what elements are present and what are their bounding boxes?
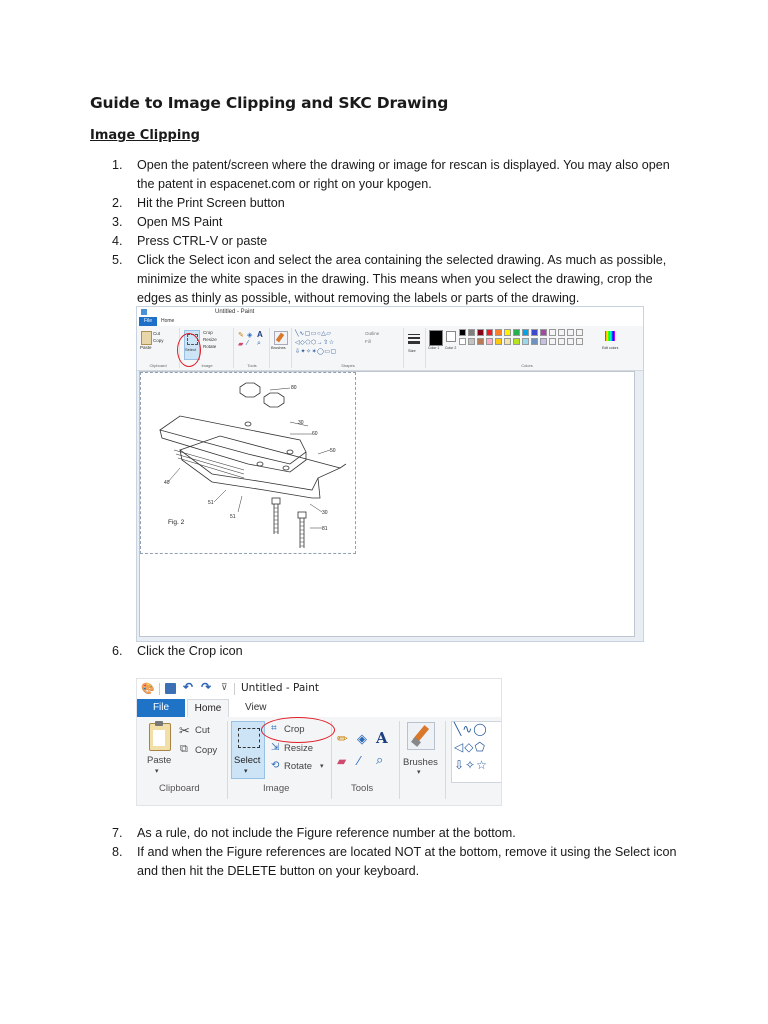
resize-button[interactable]: Resize bbox=[284, 743, 314, 754]
clip-icon bbox=[155, 721, 163, 726]
ref-number: 80 bbox=[291, 385, 297, 391]
step-text: As a rule, do not include the Figure reference number at the bottom. bbox=[137, 826, 516, 840]
paint-tab-bar bbox=[137, 317, 643, 326]
paint-app-icon: 🎨 bbox=[141, 683, 155, 695]
redo-icon[interactable]: ↷ bbox=[201, 680, 212, 694]
group-separator bbox=[399, 721, 400, 799]
chevron-down-icon[interactable]: ▾ bbox=[320, 763, 324, 770]
paint-ribbon bbox=[137, 326, 643, 371]
group-brushes bbox=[271, 328, 292, 368]
rotate-icon[interactable]: ⟲ bbox=[271, 760, 280, 771]
palette-swatch[interactable] bbox=[477, 329, 484, 336]
crop-button[interactable]: Crop bbox=[203, 330, 213, 335]
resize-icon[interactable]: ⇲ bbox=[271, 742, 280, 753]
palette-empty-slot[interactable] bbox=[567, 329, 574, 336]
tab-home[interactable]: Home bbox=[161, 318, 175, 324]
step-number: 1. bbox=[112, 158, 123, 172]
undo-icon[interactable]: ↶ bbox=[183, 680, 194, 694]
ref-number: 51 bbox=[230, 514, 236, 520]
text-tool-icon[interactable]: A bbox=[376, 729, 388, 747]
fill-button[interactable]: Fill bbox=[365, 339, 371, 344]
copy-button[interactable]: Copy bbox=[195, 745, 218, 756]
cut-button[interactable]: Cut bbox=[195, 725, 210, 736]
color-picker-icon[interactable]: ⁄ bbox=[247, 340, 249, 347]
paint-window-title: Untitled - Paint bbox=[215, 309, 255, 315]
color1-swatch[interactable] bbox=[429, 330, 443, 346]
paste-button[interactable]: Paste bbox=[140, 345, 152, 350]
step-number: 8. bbox=[112, 845, 123, 859]
paste-button[interactable]: Paste bbox=[147, 755, 172, 766]
color2-swatch[interactable] bbox=[446, 331, 456, 342]
group-label: Image bbox=[201, 363, 213, 368]
step-text: Click the Select icon and select the area containing the selected drawing. As much as possible, minimize the white spaces in the drawing. This means when you select the drawing, crop the edges as thinly as possible, without removing the labels or parts of the drawing. bbox=[137, 253, 667, 305]
brushes-button[interactable]: Brushes bbox=[403, 757, 438, 768]
size-line-1 bbox=[408, 334, 420, 335]
palette-swatch[interactable] bbox=[495, 329, 502, 336]
size-line-3 bbox=[408, 341, 420, 344]
shapes-row-2-icon[interactable]: ◁◇⬠ bbox=[454, 740, 486, 754]
magnifier-icon[interactable]: ⌕ bbox=[376, 752, 384, 767]
tab-view[interactable]: View bbox=[245, 702, 267, 713]
palette-swatch[interactable] bbox=[468, 329, 475, 336]
palette-empty-slot[interactable] bbox=[576, 338, 583, 345]
select-label: Select bbox=[234, 755, 261, 766]
group-label-image: Image bbox=[263, 783, 290, 794]
crop-icon[interactable]: ⌗ bbox=[271, 723, 277, 734]
text-tool-icon[interactable]: A bbox=[257, 330, 263, 339]
paint-screenshot-full bbox=[136, 306, 644, 642]
step-text: Hit the Print Screen button bbox=[137, 196, 285, 210]
crop-button[interactable]: Crop bbox=[284, 724, 305, 735]
step-text: Open the patent/screen where the drawing or image for rescan is displayed. You may also open the patent in espacenet.com or right on your kpogen. bbox=[137, 158, 670, 191]
step-number: 7. bbox=[112, 826, 123, 840]
step-number: 4. bbox=[112, 234, 123, 248]
select-icon bbox=[238, 728, 260, 748]
brushes-button[interactable]: Brushes bbox=[271, 345, 286, 350]
palette-swatch[interactable] bbox=[513, 338, 520, 345]
resize-button[interactable]: Resize bbox=[203, 337, 217, 342]
title-divider bbox=[234, 683, 235, 695]
chevron-down-icon: ▾ bbox=[244, 768, 248, 775]
patent-drawing bbox=[140, 372, 354, 552]
shapes-row-3-icon[interactable]: ⇩✧☆ bbox=[454, 758, 488, 772]
eraser-icon[interactable]: ▰ bbox=[238, 341, 244, 348]
select-button[interactable] bbox=[231, 721, 265, 779]
group-separator bbox=[445, 721, 446, 799]
palette-swatch[interactable] bbox=[477, 338, 484, 345]
palette-swatch[interactable] bbox=[540, 338, 547, 345]
palette-swatch[interactable] bbox=[459, 338, 466, 345]
brushes-icon[interactable] bbox=[274, 331, 288, 345]
paint-ribbon bbox=[137, 717, 501, 805]
group-colors bbox=[427, 328, 627, 368]
paste-icon[interactable] bbox=[149, 723, 171, 751]
magnifier-icon[interactable]: ⌕ bbox=[257, 340, 261, 347]
shapes-row-2-icon[interactable]: ◁◇⬠⬡→⇧☆ bbox=[295, 340, 335, 346]
fill-bucket-icon[interactable]: ◈ bbox=[357, 731, 367, 746]
palette-empty-slot[interactable] bbox=[558, 338, 565, 345]
edit-colors-button[interactable]: Edit colors bbox=[602, 346, 619, 350]
brush-handle bbox=[276, 333, 284, 343]
outline-button[interactable]: Outline bbox=[365, 331, 380, 336]
ref-number: 60 bbox=[312, 431, 318, 437]
palette-empty-slot[interactable] bbox=[567, 338, 574, 345]
paste-icon[interactable] bbox=[141, 331, 152, 345]
eraser-icon[interactable]: ▰ bbox=[337, 754, 347, 768]
tab-file[interactable]: File bbox=[139, 317, 157, 326]
palette-empty-slot[interactable] bbox=[558, 329, 565, 336]
palette-swatch[interactable] bbox=[486, 329, 493, 336]
color-palette bbox=[459, 329, 599, 353]
step-number: 2. bbox=[112, 196, 123, 210]
figure-label: Fig. 2 bbox=[168, 519, 185, 526]
ref-number: 50 bbox=[330, 448, 336, 454]
quick-access-dropdown-icon[interactable]: ⊽ bbox=[221, 682, 228, 692]
palette-swatch[interactable] bbox=[468, 338, 475, 345]
paint-tab-bar bbox=[137, 699, 501, 717]
section-heading: Image Clipping bbox=[90, 128, 200, 143]
palette-swatch[interactable] bbox=[504, 329, 511, 336]
color2-label: Color 2 bbox=[445, 346, 457, 350]
ref-number: 81 bbox=[322, 526, 328, 532]
color1-label: Color 1 bbox=[428, 346, 440, 350]
size-line-2 bbox=[408, 337, 420, 339]
palette-swatch[interactable] bbox=[504, 338, 511, 345]
group-tools bbox=[235, 328, 270, 368]
paint-app-icon bbox=[141, 309, 147, 315]
palette-empty-slot[interactable] bbox=[549, 338, 556, 345]
scissors-icon[interactable]: ✂ bbox=[179, 723, 190, 738]
paper-icon bbox=[153, 730, 165, 746]
group-separator bbox=[227, 721, 228, 799]
group-label-clipboard: Clipboard bbox=[159, 783, 200, 794]
ref-number: 51 bbox=[208, 500, 214, 506]
shapes-row-1-icon[interactable]: ╲∿▢▭○△▱ bbox=[295, 331, 332, 337]
fill-bucket-icon[interactable]: ◈ bbox=[247, 332, 253, 339]
palette-swatch[interactable] bbox=[522, 329, 529, 336]
paint-title-bar bbox=[137, 307, 643, 317]
pencil-icon[interactable]: ✏ bbox=[337, 731, 348, 746]
step-number: 6. bbox=[112, 644, 123, 658]
step-text: Open MS Paint bbox=[137, 215, 223, 229]
cut-button[interactable]: Cut bbox=[153, 331, 161, 336]
select-highlight-circle bbox=[177, 333, 201, 367]
chevron-down-icon[interactable]: ▾ bbox=[417, 769, 421, 776]
shapes-row-3-icon[interactable]: ⇩✦✧✶◯▭▢ bbox=[295, 349, 337, 355]
save-icon[interactable] bbox=[165, 683, 176, 694]
edit-colors-icon[interactable] bbox=[605, 331, 615, 341]
group-clipboard bbox=[137, 328, 180, 368]
group-label: Colors bbox=[521, 363, 533, 368]
select-label: Select bbox=[185, 347, 197, 352]
document-title: Guide to Image Clipping and SKC Drawing bbox=[90, 94, 449, 112]
color-picker-icon[interactable]: ⁄ bbox=[358, 753, 361, 768]
paint-screenshot-zoom bbox=[136, 678, 502, 806]
group-size bbox=[405, 328, 426, 368]
palette-empty-slot[interactable] bbox=[576, 329, 583, 336]
palette-swatch[interactable] bbox=[540, 329, 547, 336]
shapes-row-1-icon[interactable]: ╲∿◯ bbox=[454, 722, 488, 736]
group-label: Clipboard bbox=[149, 363, 167, 368]
crop-highlight-circle bbox=[261, 717, 335, 743]
pencil-icon[interactable]: ✎ bbox=[238, 332, 244, 339]
paint-window-title: Untitled - Paint bbox=[241, 682, 319, 694]
palette-swatch[interactable] bbox=[522, 338, 529, 345]
rotate-button[interactable]: Rotate bbox=[203, 344, 217, 349]
step-number: 3. bbox=[112, 215, 123, 229]
title-divider bbox=[159, 683, 160, 695]
palette-swatch[interactable] bbox=[531, 338, 538, 345]
step-text: Click the Crop icon bbox=[137, 644, 243, 658]
group-label: Tools bbox=[247, 363, 257, 368]
size-button[interactable]: Size bbox=[408, 348, 416, 353]
palette-swatch[interactable] bbox=[495, 338, 502, 345]
paint-canvas[interactable] bbox=[139, 371, 635, 637]
step-text: Press CTRL-V or paste bbox=[137, 234, 268, 248]
shapes-gallery[interactable] bbox=[451, 721, 502, 783]
brushes-icon[interactable] bbox=[407, 722, 435, 750]
step-number: 5. bbox=[112, 253, 123, 267]
rotate-button[interactable]: Rotate bbox=[284, 761, 312, 772]
palette-swatch[interactable] bbox=[459, 329, 466, 336]
tab-home[interactable]: Home bbox=[187, 699, 229, 717]
chevron-down-icon[interactable]: ▾ bbox=[155, 768, 159, 775]
group-shapes bbox=[293, 328, 404, 368]
copy-icon[interactable]: ⧉ bbox=[180, 743, 188, 755]
palette-swatch[interactable] bbox=[486, 338, 493, 345]
ref-number: 30 bbox=[322, 510, 328, 516]
group-label: Shapes bbox=[341, 363, 355, 368]
copy-button[interactable]: Copy bbox=[153, 338, 164, 343]
ref-number: 30 bbox=[298, 420, 304, 426]
ref-number: 40 bbox=[164, 480, 170, 486]
tab-file[interactable]: File bbox=[137, 699, 185, 717]
group-label-tools: Tools bbox=[351, 783, 374, 794]
palette-empty-slot[interactable] bbox=[549, 329, 556, 336]
paint-title-bar bbox=[137, 679, 501, 699]
step-text: If and when the Figure references are located NOT at the bottom, remove it using the Select icon and then hit the DELETE button on your keyboard. bbox=[137, 845, 677, 878]
palette-swatch[interactable] bbox=[531, 329, 538, 336]
palette-swatch[interactable] bbox=[513, 329, 520, 336]
